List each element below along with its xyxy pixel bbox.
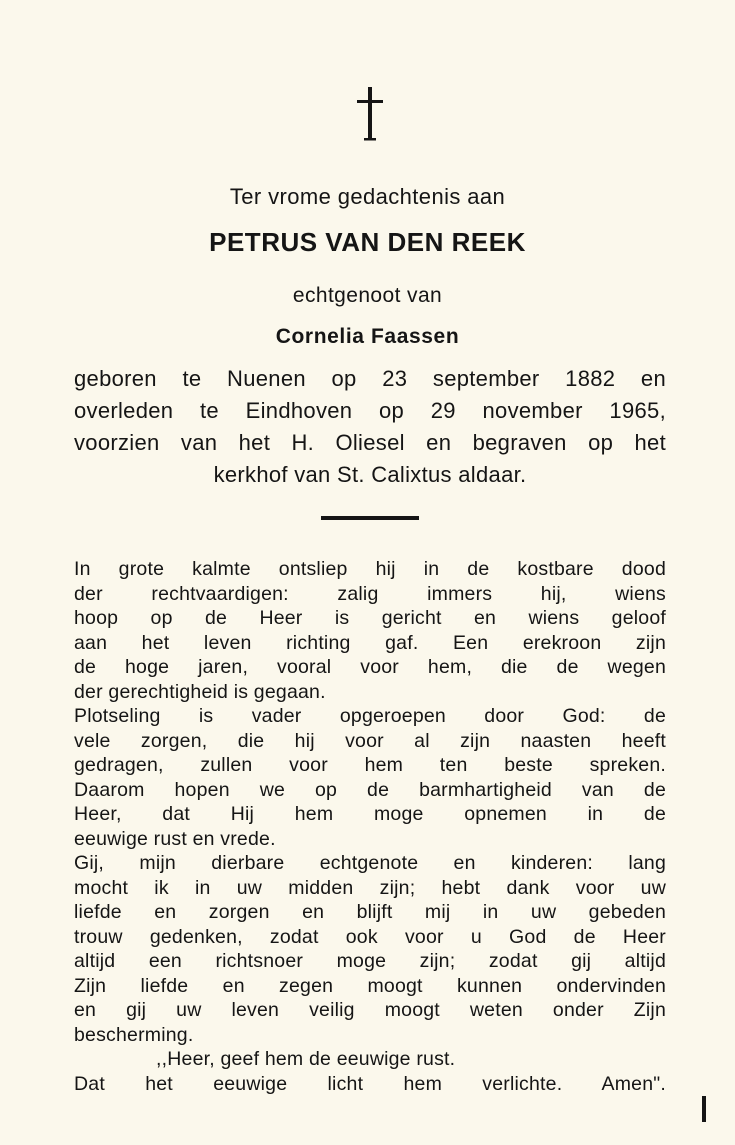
prayer-line: gedragen, zullen voor hem ten beste spreken. [74, 754, 666, 776]
prayer-line: Heer, dat Hij hem moge opnemen in de [74, 803, 666, 825]
bio-line: geboren te Nuenen op 23 september 1882 en [74, 366, 666, 391]
spouse-relation: echtgenoot van [292, 284, 443, 307]
prayer-line: der gerechtigheid is gegaan. [74, 680, 326, 703]
prayer-line: Dat het eeuwige licht hem verlichte. Amen". [74, 1072, 666, 1095]
prayer-line: eeuwige rust en vrede. [74, 827, 276, 850]
prayer-line: trouw gedenken, zodat ook voor u God de Heer [74, 925, 666, 948]
prayer-line: de hoge jaren, vooral voor hem, die de wegen [74, 656, 666, 678]
prayer-line: en gij uw leven veilig moogt weten onder Zijn [74, 999, 666, 1021]
prayer-line: Zijn liefde en zegen moogt kunnen ondervinden [74, 974, 666, 997]
prayer-line: Daarom hopen we op de barmhartigheid van de [74, 778, 666, 801]
prayer-line: hoop op de Heer is gericht en wiens geloof [74, 607, 666, 629]
deceased-name: PETRUS VAN DEN REEK [209, 227, 526, 257]
intro-text: Ter vrome gedachtenis aan [229, 184, 506, 209]
prayer-line: vele zorgen, die hij voor al zijn naasten heeft [74, 729, 666, 752]
prayer-line: bescherming. [74, 1023, 194, 1046]
bio-line: overleden te Eindhoven op 29 november 1965, [74, 398, 666, 423]
prayer-line: altijd een richtsnoer moge zijn; zodat gij altijd [74, 950, 666, 972]
cross-icon [355, 86, 385, 142]
bio-line: kerkhof van St. Calixtus aldaar. [213, 462, 527, 487]
prayer-line: liefde en zorgen en blijft mij in uw gebeden [74, 901, 666, 923]
prayer-text [74, 557, 666, 1096]
prayer-line: der rechtvaardigen: zalig immers hij, wiens [74, 582, 666, 605]
prayer-line: Gij, mijn dierbare echtgenote en kinderen: lang [74, 852, 666, 874]
prayer-line: aan het leven richting gaf. Een erekroon zijn [74, 631, 666, 654]
prayer-line: In grote kalmte ontsliep hij in de kostbare dood [74, 558, 666, 580]
bio-line: voorzien van het H. Oliesel en begraven op het [74, 430, 666, 455]
ink-mark [702, 1096, 706, 1122]
prayer-line: ,,Heer, geef hem de eeuwige rust. [156, 1048, 456, 1070]
prayer-line: mocht ik in uw midden zijn; hebt dank voor uw [74, 876, 666, 899]
divider [321, 516, 419, 520]
biography [74, 363, 666, 491]
spouse-name: Cornelia Faassen [275, 325, 460, 348]
prayer-line: Plotseling is vader opgeroepen door God: de [74, 705, 666, 727]
